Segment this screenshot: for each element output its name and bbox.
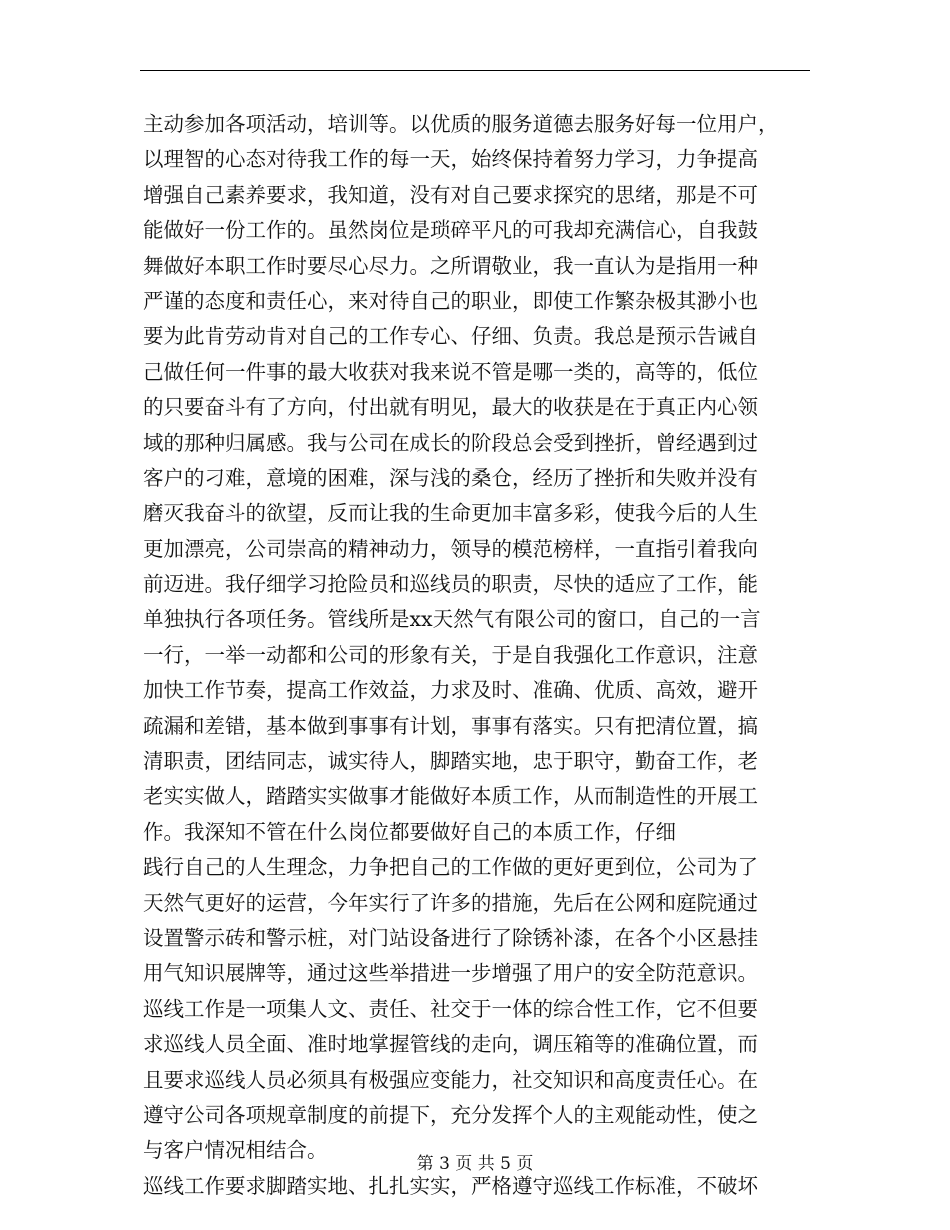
text-line: 域的那种归属感。我与公司在成长的阶段总会受到挫折，曾经遇到过 <box>143 430 758 455</box>
text-line: 加快工作节奏，提高工作效益，力求及时、准确、优质、高效，避开 <box>143 678 758 703</box>
text-line: 能做好一份工作的。虽然岗位是琐碎平凡的可我却充满信心，自我鼓 <box>143 218 758 243</box>
text-line: 己做任何一件事的最大收获对我来说不管是哪一类的，高等的，低位 <box>143 359 758 384</box>
text-line: 单独执行各项任务。管线所是xx天然气有限公司的窗口，自己的一言 <box>143 607 761 632</box>
text-line: 设置警示砖和警示桩，对门站设备进行了除锈补漆，在各个小区悬挂 <box>143 925 758 950</box>
text-line: 一行，一举一动都和公司的形象有关，于是自我强化工作意识，注意 <box>143 642 758 667</box>
text-line: 舞做好本职工作时要尽心尽力。之所谓敬业，我一直认为是指用一种 <box>143 253 758 278</box>
header-rule <box>140 70 810 71</box>
text-line: 清职责，团结同志，诚实待人，脚踏实地，忠于职守，勤奋工作，老 <box>143 749 758 774</box>
text-line: 前迈进。我仔细学习抢险员和巡线员的职责，尽快的适应了工作，能 <box>143 572 758 597</box>
text-line: 客户的刁难，意境的困难，深与浅的桑仓，经历了挫折和失败并没有 <box>143 465 758 490</box>
text-line: 用气知识展牌等，通过这些举措进一步增强了用户的安全防范意识。 <box>143 961 758 986</box>
text-line: 与客户情况相结合。 <box>143 1138 328 1163</box>
text-line: 巡线工作要求脚踏实地、扎扎实实，严格遵守巡线工作标准，不破坏 <box>143 1173 758 1198</box>
text-line: 践行自己的人生理念，力争把自己的工作做的更好更到位，公司为了 <box>143 855 758 880</box>
text-line: 疏漏和差错，基本做到事事有计划，事事有落实。只有把清位置，搞 <box>143 713 758 738</box>
text-line: 的只要奋斗有了方向，付出就有明见，最大的收获是在于真正内心领 <box>143 395 758 420</box>
text-line: 主动参加各项活动，培训等。以优质的服务道德去服务好每一位用户， <box>143 112 779 136</box>
text-line: 磨灭我奋斗的欲望，反而让我的生命更加丰富多彩，使我今后的人生 <box>143 501 758 526</box>
page-number: 第 3 页 共 5 页 <box>416 1154 534 1174</box>
text-line: 作。我深知不管在什么岗位都要做好自己的本质工作，仔细 <box>143 819 676 844</box>
text-line: 严谨的态度和责任心，来对待自己的职业，即使工作繁杂极其渺小也 <box>143 288 758 313</box>
text-line: 要为此肯劳动肯对自己的工作专心、仔细、负责。我总是预示告诫自 <box>143 324 758 349</box>
text-line: 且要求巡线人员必须具有极强应变能力，社交知识和高度责任心。在 <box>143 1067 758 1092</box>
text-line: 天然气更好的运营，今年实行了许多的措施，先后在公网和庭院通过 <box>143 890 758 915</box>
text-line: 巡线工作是一项集人文、责任、社交于一体的综合性工作，它不但要 <box>143 996 758 1021</box>
body-text <box>143 107 811 1204</box>
text-line: 更加漂亮，公司崇高的精神动力，领导的模范榜样，一直指引着我向 <box>143 536 758 561</box>
text-line: 遵守公司各项规章制度的前提下，充分发挥个人的主观能动性，使之 <box>143 1102 758 1127</box>
text-line: 增强自己素养要求，我知道，没有对自己要求探究的思绪，那是不可 <box>143 182 758 207</box>
text-line: 以理智的心态对待我工作的每一天，始终保持着努力学习，力争提高 <box>143 147 758 172</box>
text-line: 求巡线人员全面、准时地掌握管线的走向，调压箱等的准确位置，而 <box>143 1032 758 1057</box>
text-line: 老实实做人，踏踏实实做事才能做好本质工作，从而制造性的开展工 <box>143 784 758 809</box>
